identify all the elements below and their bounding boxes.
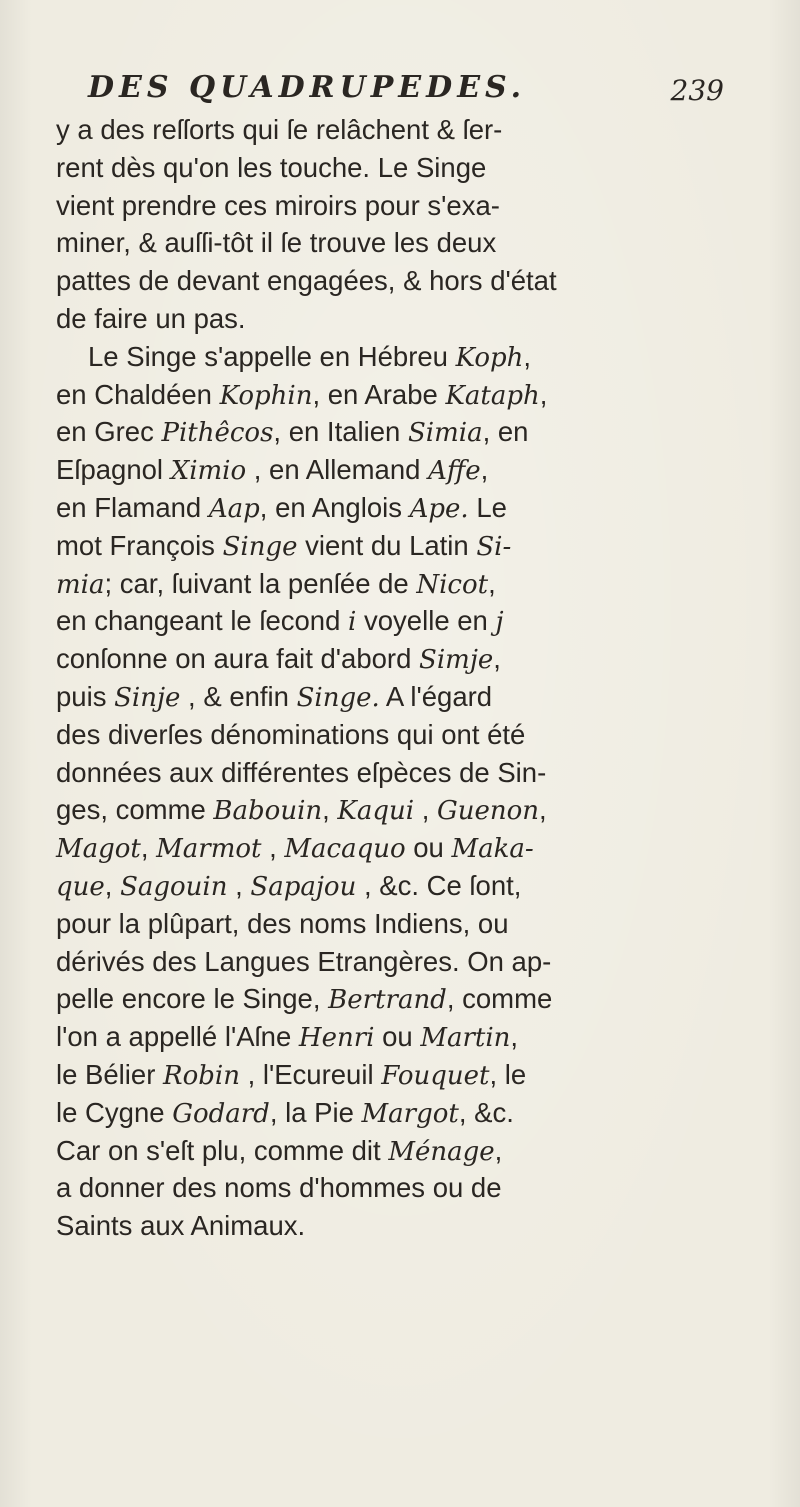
text-segment: dérivés des Langues Etrangères. On ap-	[56, 945, 552, 977]
text-segment: pattes de devant engagées, & hors d'état	[56, 265, 557, 297]
text-line	[56, 187, 761, 225]
text-segment: ,	[539, 378, 548, 410]
italic-word: Si-	[476, 531, 512, 562]
text-segment: , en Italien	[273, 416, 408, 448]
italic-word: Marmot	[156, 834, 262, 865]
italic-word: Pithêcos	[161, 418, 274, 449]
text-segment: données aux différentes eſpèces de Sin-	[56, 756, 547, 788]
italic-word: Kophin	[219, 380, 313, 411]
text-segment: , l'Ecureuil	[239, 1058, 382, 1090]
text-segment: ou	[374, 1021, 421, 1053]
text-line	[56, 1056, 761, 1094]
italic-word: Kataph	[445, 380, 540, 411]
text-segment: ges, comme	[56, 794, 214, 826]
text-line	[56, 1207, 761, 1245]
italic-word: Sapajou	[250, 871, 357, 902]
italic-word: Bertrand	[328, 985, 447, 1016]
text-line	[56, 1132, 761, 1170]
text-segment: ,	[523, 340, 532, 372]
text-segment: vient prendre ces miroirs pour s'exa-	[56, 189, 500, 221]
text-segment: ,	[140, 832, 157, 864]
text-segment: en Chaldéen	[56, 378, 220, 410]
text-line	[56, 754, 761, 792]
italic-word: que	[56, 871, 105, 902]
text-segment: vient du Latin	[297, 529, 477, 561]
italic-word: Ape.	[409, 493, 469, 524]
italic-word: Martin	[420, 1023, 511, 1054]
text-segment: conſonne on aura fait d'abord	[56, 643, 420, 675]
italic-word: Simia	[407, 418, 483, 449]
text-line	[56, 1169, 761, 1207]
text-line	[56, 413, 761, 451]
text-segment: Car on s'eſt plu, comme dit	[56, 1134, 389, 1166]
italic-word: Aap	[208, 493, 260, 524]
text-segment: , en Arabe	[312, 378, 446, 410]
italic-word: j	[495, 607, 504, 638]
text-segment: de faire un pas.	[56, 302, 246, 334]
text-segment: ,	[493, 643, 501, 675]
page-header	[88, 70, 724, 110]
italic-word: Singe.	[296, 682, 380, 713]
text-segment: en changeant le ſecond	[56, 605, 349, 637]
text-line	[56, 678, 761, 716]
text-segment: rent dès qu'on les touche. Le Singe	[56, 151, 487, 183]
text-line	[56, 1018, 761, 1056]
text-segment: , le	[489, 1058, 527, 1090]
text-segment: Saints aux Animaux.	[56, 1210, 306, 1242]
text-line	[56, 791, 761, 829]
text-line	[56, 111, 761, 149]
text-segment: ; car, ſuivant la penſée de	[104, 567, 417, 599]
italic-word: Ménage	[388, 1136, 495, 1167]
text-line	[56, 867, 761, 905]
italic-word: Koph	[455, 342, 524, 373]
text-segment: ,	[104, 869, 121, 901]
italic-word: Margot	[361, 1098, 459, 1129]
text-segment: pour la plûpart, des noms Indiens, ou	[56, 907, 509, 939]
text-segment: , en Allemand	[246, 454, 429, 486]
text-segment: pelle encore le Singe,	[56, 983, 329, 1015]
text-line	[56, 640, 761, 678]
text-line	[56, 376, 761, 414]
text-segment: miner, & auſſi-tôt il ſe trouve les deux	[56, 227, 497, 259]
text-segment: ,	[494, 1134, 503, 1166]
italic-word: Affe	[428, 456, 481, 487]
body-text	[56, 111, 761, 1245]
text-segment: l'on a appellé l'Aſne	[56, 1021, 299, 1053]
italic-word: Godard	[172, 1098, 270, 1129]
text-segment: ou	[405, 832, 452, 864]
text-segment: ,	[322, 794, 338, 826]
text-segment: le Cygne	[56, 1096, 173, 1128]
text-segment: ,	[510, 1021, 519, 1053]
italic-word: Simje	[419, 645, 494, 676]
text-line	[56, 451, 761, 489]
text-line	[56, 527, 761, 565]
text-line	[56, 149, 761, 187]
italic-word: Sagouin	[120, 871, 228, 902]
text-segment: ,	[414, 794, 437, 826]
text-segment: le Bélier	[56, 1058, 163, 1090]
italic-word: Henri	[298, 1023, 375, 1054]
italic-word: i	[348, 607, 357, 638]
text-line	[56, 943, 761, 981]
text-line	[56, 602, 761, 640]
running-head: DES QUADRUPEDES.	[88, 70, 527, 105]
italic-word: Kaqui	[337, 796, 415, 827]
italic-word: Robin	[163, 1060, 240, 1091]
text-segment: Le Singe s'appelle en Hébreu	[88, 340, 456, 372]
text-line	[56, 980, 761, 1018]
text-segment: voyelle en	[356, 605, 496, 637]
page-number: 239	[670, 74, 724, 107]
text-line	[56, 829, 761, 867]
text-segment: , en Anglois	[259, 491, 410, 523]
text-line	[56, 1094, 761, 1132]
text-segment: y a des reſſorts qui ſe relâchent & ſer-	[56, 114, 503, 145]
text-segment: , &c. Ce ſont,	[356, 869, 522, 901]
italic-word: Guenon	[436, 796, 540, 827]
text-line	[56, 338, 761, 376]
text-segment: en Flamand	[56, 491, 209, 523]
text-segment: , & enfin	[180, 680, 297, 712]
italic-word: mia	[56, 569, 105, 600]
text-segment: ,	[488, 567, 496, 599]
text-segment: ,	[261, 832, 285, 864]
text-line	[56, 565, 761, 603]
text-segment: , la Pie	[269, 1096, 362, 1128]
text-line	[56, 905, 761, 943]
text-line	[56, 716, 761, 754]
text-line	[56, 489, 761, 527]
text-segment: Eſpagnol	[56, 454, 171, 486]
italic-word: Magot	[56, 834, 141, 865]
italic-word: Ximio	[170, 456, 247, 487]
text-line	[56, 224, 761, 262]
italic-word: Sinje	[114, 682, 181, 713]
italic-word: Nicot	[416, 569, 489, 600]
italic-word: Fouquet	[381, 1060, 490, 1091]
text-segment: ,	[227, 869, 251, 901]
text-segment: a donner des noms d'hommes ou de	[56, 1172, 502, 1204]
italic-word: Singe	[222, 531, 298, 562]
text-segment: ,	[480, 454, 489, 486]
text-segment: A l'égard	[379, 680, 493, 712]
text-segment: Le	[468, 491, 507, 523]
text-line	[56, 300, 761, 338]
text-segment: des diverſes dénominations qui ont été	[56, 718, 526, 750]
text-segment: ,	[539, 794, 547, 826]
italic-word: Babouin	[213, 796, 323, 827]
italic-word: Maka-	[451, 834, 534, 865]
text-segment: , &c.	[458, 1096, 514, 1128]
text-segment: en Grec	[56, 416, 162, 448]
text-segment: mot François	[56, 529, 223, 561]
text-line	[56, 262, 761, 300]
text-segment: puis	[56, 680, 115, 712]
text-segment: , comme	[446, 983, 553, 1015]
text-segment: , en	[482, 416, 529, 448]
italic-word: Macaquo	[284, 834, 406, 865]
